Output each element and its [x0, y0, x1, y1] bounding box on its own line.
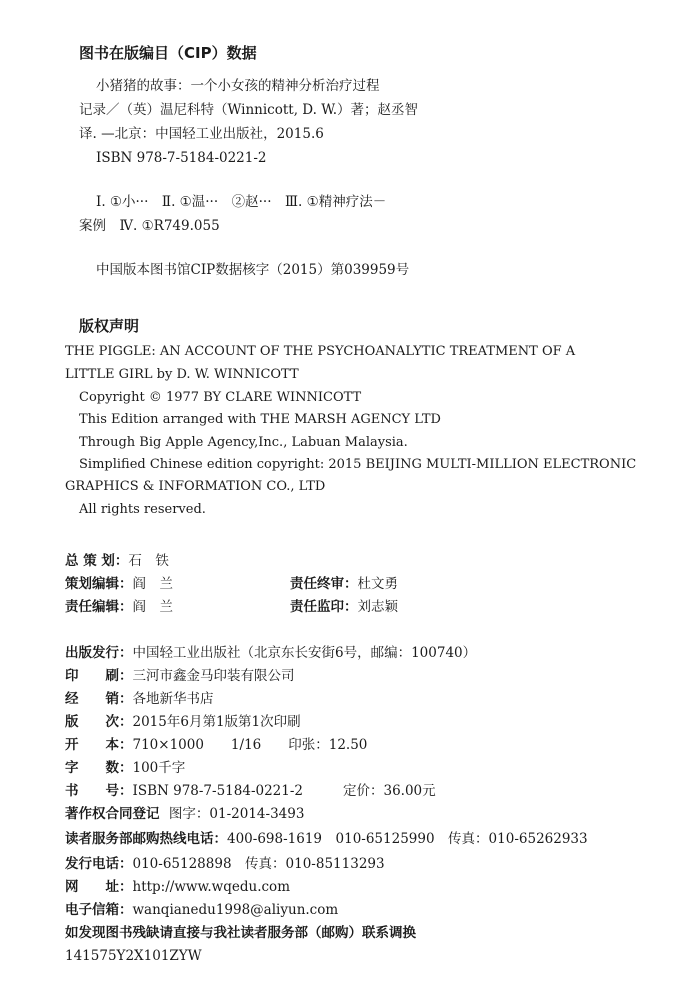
- isbn-row: [65, 782, 436, 800]
- reader-service-row: [65, 830, 588, 848]
- format: 710×1000 1/16 印张：12.50: [132, 737, 368, 753]
- copyright-line: This Edition arranged with THE MARSH AGENCY LTD: [79, 412, 441, 427]
- staff-row-responsible: [65, 598, 398, 616]
- edition-row: [65, 713, 301, 731]
- label: 责任监印：: [290, 599, 358, 615]
- cip-heading: 图书在版编目（CIP）数据: [79, 44, 257, 62]
- website-row: [65, 878, 290, 896]
- sales-phone-row: [65, 855, 385, 873]
- printer: 三河市鑫金马印装有限公司: [132, 668, 295, 684]
- label: 策划编辑：: [65, 576, 133, 592]
- email-row: [65, 901, 338, 919]
- registration-row: [65, 805, 304, 823]
- publisher-row: [65, 644, 476, 662]
- label: 网 址：: [65, 879, 133, 895]
- label: 著作权合同登记: [65, 806, 160, 822]
- format-row: [65, 736, 367, 754]
- wordcount: 100千字: [132, 760, 186, 776]
- chief-planner: 石 铁: [128, 553, 169, 569]
- isbn: ISBN 978-7-5184-0221-2: [132, 783, 304, 799]
- label: 开 本：: [65, 737, 133, 753]
- cip-line: 小猪猪的故事：一个小女孩的精神分析治疗过程: [96, 78, 380, 94]
- print-supervisor: 刘志颖: [357, 599, 398, 615]
- label: 字 数：: [65, 760, 133, 776]
- distributor-row: [65, 690, 214, 708]
- final-reviewer: 杜文勇: [357, 576, 398, 592]
- product-code: 141575Y2X101ZYW: [65, 948, 202, 964]
- copyright-line: LITTLE GIRL by D. W. WINNICOTT: [65, 367, 299, 382]
- copyright-line: Simplified Chinese edition copyright: 2015 BEIJING MULTI-MILLION ELECTRONIC: [79, 457, 637, 472]
- sales-phone: 010-65128898 传真：010-85113293: [132, 856, 385, 872]
- email: wanqianedu1998@aliyun.com: [132, 902, 339, 918]
- copyright-line: Copyright © 1977 BY CLARE WINNICOTT: [79, 390, 362, 405]
- cip-classification-cont: 案例 Ⅳ. ①R749.055: [79, 218, 220, 234]
- label: 书 号：: [65, 783, 133, 799]
- label: 版 次：: [65, 714, 133, 730]
- reader-service: 400-698-1619 010-65125990 传真：010-65262933: [227, 831, 588, 847]
- label: 责任编辑：: [65, 599, 133, 615]
- price: 定价：36.00元: [343, 783, 436, 799]
- copyright-line: GRAPHICS & INFORMATION CO., LTD: [65, 479, 326, 494]
- label: 电子信箱：: [65, 902, 133, 918]
- copyright-line: Through Big Apple Agency,Inc., Labuan Malaysia.: [79, 435, 408, 450]
- cip-line: 译. —北京：中国轻工业出版社，2015.6: [79, 126, 324, 142]
- notice: 如发现图书残缺请直接与我社读者服务部（邮购）联系调换: [65, 925, 416, 941]
- label: 总 策 划：: [65, 553, 129, 569]
- label: 印 刷：: [65, 668, 133, 684]
- cip-line: 记录／（英）温尼科特（Winnicott, D. W.）著；赵丞智: [79, 102, 419, 118]
- copyright-line: All rights reserved.: [79, 502, 206, 517]
- copyright-line: THE PIGGLE: AN ACCOUNT OF THE PSYCHOANALYTIC TREATMENT OF A: [65, 344, 576, 359]
- staff-row-planning: [65, 575, 398, 593]
- label: 出版发行：: [65, 645, 133, 661]
- responsible-editor: 阎 兰: [132, 599, 173, 615]
- cip-record-number: 中国版本图书馆CIP数据核字（2015）第039959号: [96, 262, 410, 278]
- cip-isbn: ISBN 978-7-5184-0221-2: [96, 150, 267, 166]
- website: http://www.wqedu.com: [132, 879, 290, 895]
- edition: 2015年6月第1版第1次印刷: [132, 714, 301, 730]
- publisher: 中国轻工业出版社（北京东长安街6号，邮编：100740）: [132, 645, 477, 661]
- label: 发行电话：: [65, 856, 133, 872]
- label: 读者服务部邮购热线电话：: [65, 831, 227, 847]
- label: 责任终审：: [290, 576, 358, 592]
- copyright-heading: 版权声明: [79, 317, 140, 335]
- printer-row: [65, 667, 295, 685]
- distributor: 各地新华书店: [132, 691, 214, 707]
- wordcount-row: [65, 759, 185, 777]
- registration: 图字：01-2014-3493: [168, 806, 305, 822]
- label: 经 销：: [65, 691, 133, 707]
- cip-classification: Ⅰ. ①小··· Ⅱ. ①温··· ②赵··· Ⅲ. ①精神疗法－: [96, 194, 387, 210]
- staff-row-chief: [65, 552, 169, 570]
- planning-editor: 阎 兰: [132, 576, 173, 592]
